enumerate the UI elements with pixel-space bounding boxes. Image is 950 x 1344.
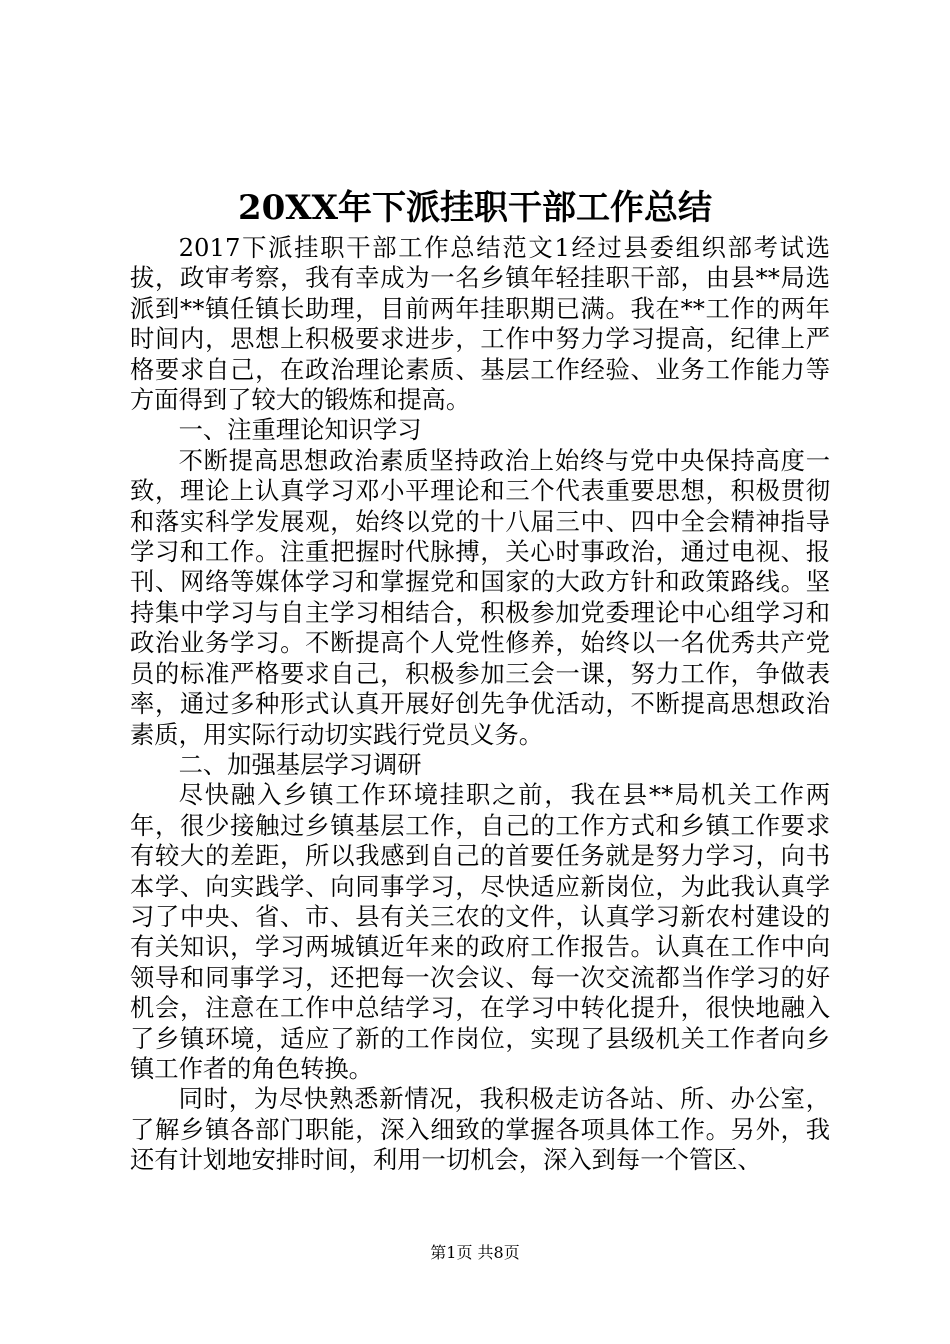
section-2-paragraph-1: 尽快融入乡镇工作环境挂职之前，我在县**局机关工作两年，很少接触过乡镇基层工作，自己的工作方式和乡镇工作要求有较大的差距，所以我感到自己的首要任务就是努力学习，向书本学、向实践学、向同事学习，尽快适应新岗位，为此我认真学习了中央、省、市、县有关三农的文件，认真学习新农村建设的有关知识，学习两城镇近年来的政府工作报告。认真在工作中向领导和同事学习，还把每一次会议、每一次交流都当作学习的好机会，注意在工作中总结学习，在学习中转化提升，很快地融入了乡镇环境，适应了新的工作岗位，实现了县级机关工作者向乡镇工作者的角色转换。 — [130, 780, 830, 1083]
intro-paragraph: 2017下派挂职干部工作总结范文1经过县委组织部考试选拔，政审考察，我有幸成为一名乡镇年轻挂职干部，由县**局选派到**镇任镇长助理，目前两年挂职期已满。我在**工作的两年时间内，思想上积极要求进步，工作中努力学习提高，纪律上严格要求自己，在政治理论素质、基层工作经验、业务工作能力等方面得到了较大的锻炼和提高。 — [130, 233, 830, 415]
section-1-paragraph: 不断提高思想政治素质坚持政治上始终与党中央保持高度一致，理论上认真学习邓小平理论和三个代表重要思想，积极贯彻和落实科学发展观，始终以党的十八届三中、四中全会精神指导学习和工作。注重把握时代脉搏，关心时事政治，通过电视、报刊、网络等媒体学习和掌握党和国家的大政方针和政策路线。坚持集中学习与自主学习相结合，积极参加党委理论中心组学习和政治业务学习。不断提高个人党性修养，始终以一名优秀共产党员的标准严格要求自己，积极参加三会一课，努力工作，争做表率，通过多种形式认真开展好创先争优活动，不断提高思想政治素质，用实际行动切实践行党员义务。 — [130, 445, 830, 749]
document-title: 20XX年下派挂职干部工作总结 — [237, 188, 713, 228]
section-heading-1: 一、注重理论知识学习 — [178, 415, 422, 445]
section-heading-2: 二、加强基层学习调研 — [178, 749, 422, 779]
section-2-paragraph-2: 同时，为尽快熟悉新情况，我积极走访各站、所、办公室，了解乡镇各部门职能，深入细致的掌握各项具体工作。另外，我还有计划地安排时间，利用一切机会，深入到每一个管区、 — [130, 1084, 830, 1175]
page-footer: 第1页 共8页 — [430, 1243, 520, 1262]
document-body — [130, 233, 830, 1176]
